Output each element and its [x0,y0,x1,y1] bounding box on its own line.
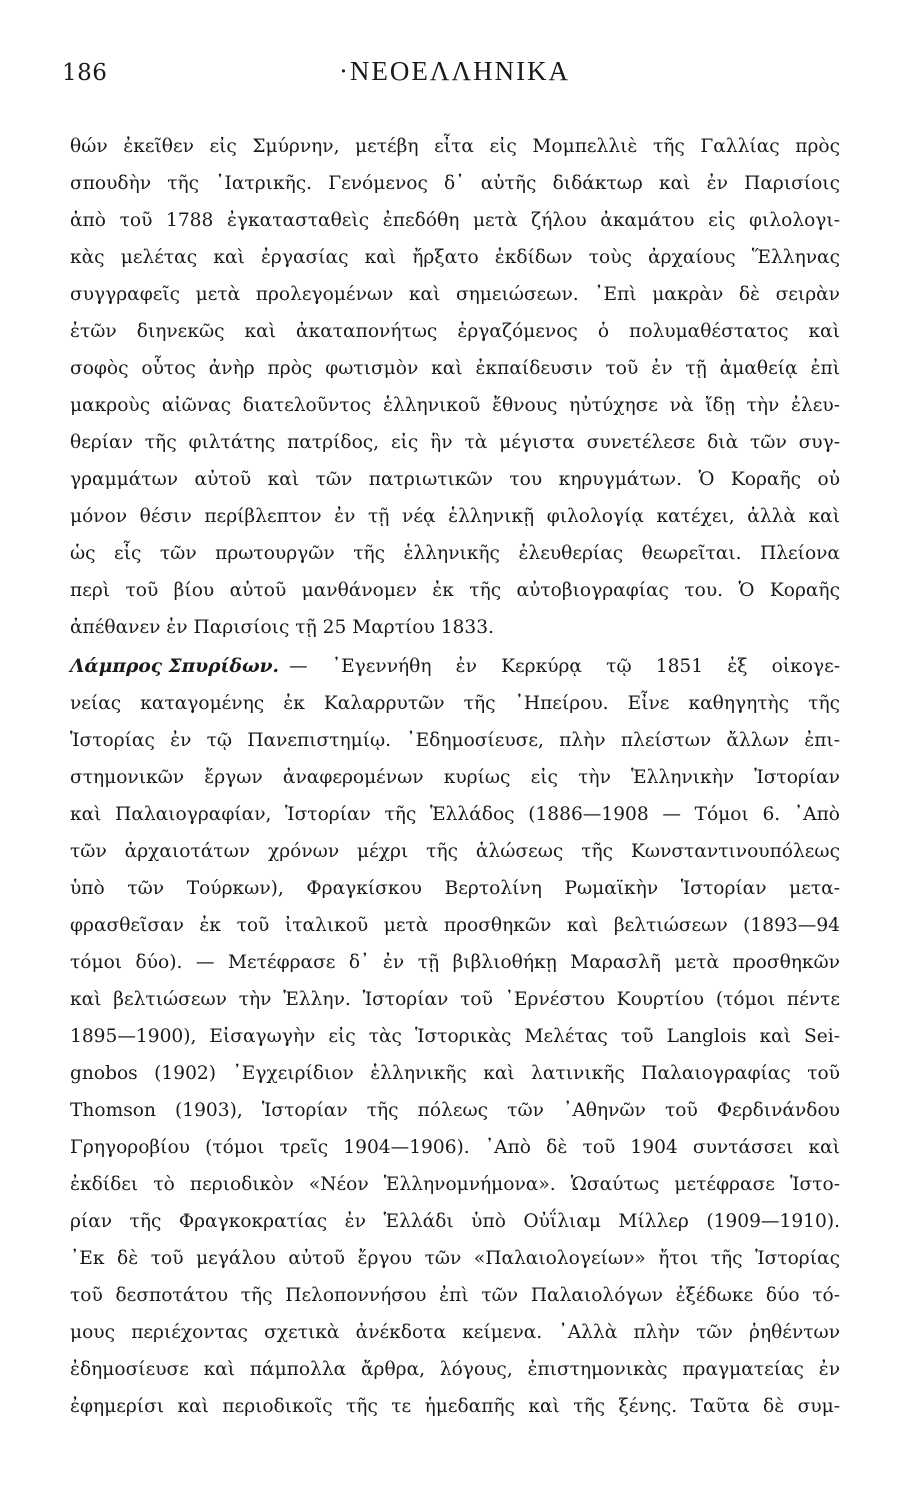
text-line: θών ἐκεῖθεν εἰς Σμύρνην, μετέβη εἶτα εἰς Μομπελλιὲ τῆς Γαλλίας πρὸς [70,136,840,157]
text-line: καὶ βελτιώσεων τὴν Ἑλλην. Ἱστορίαν τοῦ ᾽Ερνέστου Κουρτίου (τόμοι πέντε [70,989,840,1010]
text-line: γραμμάτων αὐτοῦ καὶ τῶν πατριωτικῶν του κηρυγμάτων. Ὁ Κοραῆς οὐ [70,469,840,490]
text-line: στημονικῶν ἔργων ἀναφερομένων κυρίως εἰς τὴν Ἑλληνικὴν Ἱστορίαν [70,767,840,788]
text-line: ἐτῶν διηνεκῶς καὶ ἀκαταπονήτως ἐργαζόμενος ὁ πολυμαθέστατος καὶ [70,321,840,342]
text-line: Thomson (1903), Ἱστορίαν τῆς πόλεως τῶν ᾽Αθηνῶν τοῦ Φερδινάνδου [70,1100,840,1121]
text-line: περὶ τοῦ βίου αὐτοῦ μανθάνομεν ἐκ τῆς αὐτοβιογραφίας του. Ὁ Κοραῆς [70,580,840,601]
text-line: ἐκδίδει τὸ περιοδικὸν «Νέον Ἑλληνομνήμονα». Ὡσαύτως μετέφρασε Ἱστο- [70,1174,840,1195]
text-line: συγγραφεῖς μετὰ προλεγομένων καὶ σημειώσεων. ᾽Επὶ μακρὰν δὲ σειρὰν [70,284,840,305]
text-line: σπουδὴν τῆς ᾽Ιατρικῆς. Γενόμενος δ᾽ αὐτῆς διδάκτωρ καὶ ἐν Παρισίοις [70,173,840,194]
text-line: νείας καταγομένης ἐκ Καλαρρυτῶν τῆς ᾽Ηπείρου. Εἶνε καθηγητὴς τῆς [70,693,840,714]
text-line: τοῦ δεσποτάτου τῆς Πελοποννήσου ἐπὶ τῶν Παλαιολόγων ἐξέδωκε δύο τό- [70,1285,840,1306]
text-line: ᾽Εκ δὲ τοῦ μεγάλου αὐτοῦ ἔργου τῶν «Παλαιολογείων» ἤτοι τῆς Ἱστορίας [70,1248,840,1269]
text-line: Γρηγοροβίου (τόμοι τρεῖς 1904—1906). ᾽Απὸ δὲ τοῦ 1904 συντάσσει καὶ [70,1137,840,1158]
text-line: Ἱστορίας ἐν τῷ Πανεπιστημίῳ. ᾽Εδημοσίευσε, πλὴν πλείστων ἄλλων ἐπι- [70,730,840,751]
text-line: τῶν ἀρχαιοτάτων χρόνων μέχρι τῆς ἁλώσεως τῆς Κωνσταντινουπόλεως [70,841,840,862]
text-line: σοφὸς οὗτος ἀνὴρ πρὸς φωτισμὸν καὶ ἐκπαίδευσιν τοῦ ἐν τῇ ἀμαθείᾳ ἐπὶ [70,358,840,379]
text-line: φρασθεῖσαν ἐκ τοῦ ἰταλικοῦ μετὰ προσθηκῶν καὶ βελτιώσεων (1893—94 [70,915,840,936]
entry-first-line [70,648,840,685]
text-line: κὰς μελέτας καὶ ἐργασίας καὶ ἤρξατο ἐκδίδων τοὺς ἀρχαίους Ἕλληνας [70,247,840,268]
text-line: μους περιέχοντας σχετικὰ ἀνέκδοτα κείμενα. ᾽Αλλὰ πλὴν τῶν ῥηθέντων [70,1322,840,1343]
text-line: θερίαν τῆς φιλτάτης πατρίδος, εἰς ἣν τὰ μέγιστα συνετέλεσε διὰ τῶν συγ- [70,432,840,453]
text-line: 1895—1900), Εἰσαγωγὴν εἰς τὰς Ἱστορικὰς Μελέτας τοῦ Langlois καὶ Sei- [70,1026,840,1047]
text-line: — ᾽Εγεννήθη ἐν Κερκύρᾳ τῷ 1851 ἐξ οἰκογε- [289,656,840,677]
text-line: ἀπὸ τοῦ 1788 ἐγκατασταθεὶς ἐπεδόθη μετὰ ζήλου ἀκαμάτου εἰς φιλολογι- [70,210,840,231]
entry-heading-name: Λάμπρος Σπυρίδων. [70,656,280,677]
text-line: ὡς εἷς τῶν πρωτουργῶν τῆς ἑλληνικῆς ἐλευθερίας θεωρεῖται. Πλείονα [70,543,840,564]
text-line: μόνον θέσιν περίβλεπτον ἐν τῇ νέᾳ ἑλληνικῇ φιλολογίᾳ κατέχει, ἀλλὰ καὶ [70,506,840,527]
text-line: τόμοι δύο). — Μετέφρασε δ᾽ ἐν τῇ βιβλιοθήκῃ Μαρασλῆ μετὰ προσθηκῶν [70,952,840,973]
page-number: 186 [62,60,108,86]
text-line: ἐφημερίσι καὶ περιοδικοῖς τῆς τε ἡμεδαπῆς καὶ τῆς ξένης. Ταῦτα δὲ συμ- [70,1396,840,1417]
running-head-title: ·ΝΕΟΕΛΛΗΝΙΚΑ [338,56,571,86]
text-line: ὑπὸ τῶν Τούρκων), Φραγκίσκου Βερτολίνη Ρωμαϊκὴν Ἱστορίαν μετα- [70,878,840,899]
text-line: ἀπέθανεν ἐν Παρισίοις τῇ 25 Μαρτίου 1833. [70,617,494,638]
text-line: μακροὺς αἰῶνας διατελοῦντος ἑλληνικοῦ ἔθνους ηὐτύχησε νὰ ἴδῃ τὴν ἐλευ- [70,395,840,416]
text-line: ἐδημοσίευσε καὶ πάμπολλα ἄρθρα, λόγους, ἐπιστημονικὰς πραγματείας ἐν [70,1359,840,1380]
text-line: ρίαν τῆς Φραγκοκρατίας ἐν Ἑλλάδι ὑπὸ Οὐΐλιαμ Μίλλερ (1909—1910). [70,1211,840,1232]
text-line: gnobos (1902) ᾽Εγχειρίδιον ἑλληνικῆς καὶ λατινικῆς Παλαιογραφίας τοῦ [70,1063,840,1084]
text-line: καὶ Παλαιογραφίαν, Ἱστορίαν τῆς Ἑλλάδος (1886—1908 — Τόμοι 6. ᾽Απὸ [70,804,840,825]
